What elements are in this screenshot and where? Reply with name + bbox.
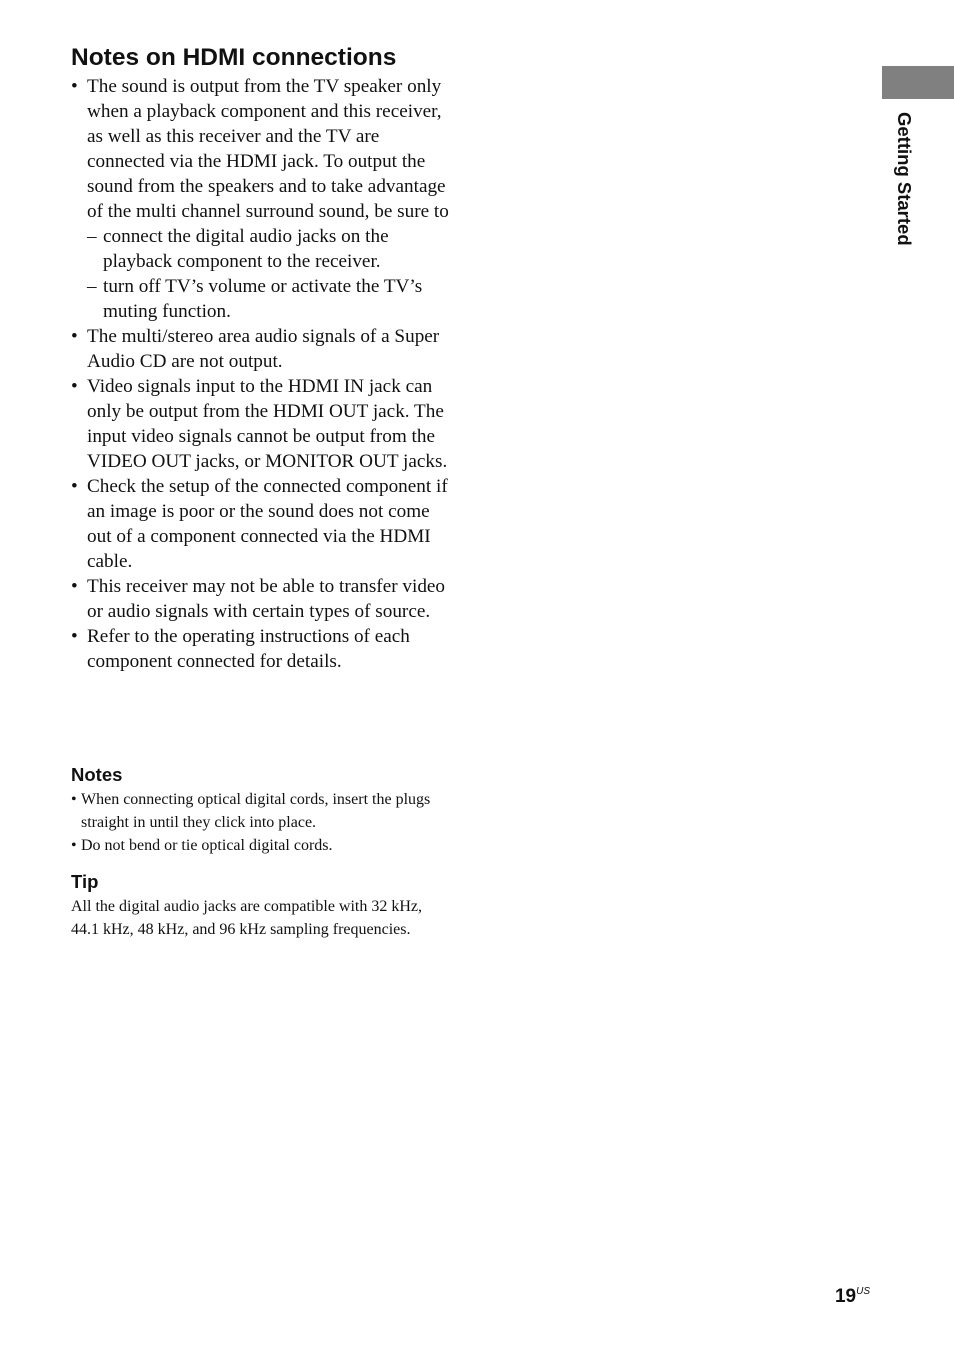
list-item-text: Video signals input to the HDMI IN jack can only be output from the HDMI OUT jack. The input video signals cannot be output from the VIDEO OUT jacks, or MONITOR OUT jacks. xyxy=(87,376,448,472)
notes-list xyxy=(71,788,451,857)
bullet-icon: • xyxy=(71,476,78,497)
bullet-icon: • xyxy=(71,326,78,347)
section-label: Getting Started xyxy=(894,112,915,246)
list-item-text: Refer to the operating instructions of each component connected for details. xyxy=(87,626,410,672)
list-item xyxy=(71,624,451,674)
bullet-icon: • xyxy=(71,837,77,854)
bullet-icon: • xyxy=(71,576,78,597)
list-item xyxy=(71,574,451,624)
notes-heading: Notes xyxy=(71,764,123,785)
note-item xyxy=(71,834,451,857)
bullet-icon: • xyxy=(71,791,77,808)
tip-heading: Tip xyxy=(71,871,99,892)
sub-list-item xyxy=(87,224,451,274)
sub-list-item-text: connect the digital audio jacks on the playback component to the receiver. xyxy=(103,226,389,272)
page-number-value: 19 xyxy=(834,1286,857,1307)
page-title: Notes on HDMI connections xyxy=(71,44,397,71)
list-item-text: The multi/stereo area audio signals of a Super Audio CD are not output. xyxy=(87,326,440,372)
list-item xyxy=(71,324,451,374)
list-item xyxy=(71,474,451,574)
tip-text: All the digital audio jacks are compatible with 32 kHz, 44.1 kHz, 48 kHz, and 96 kHz sampling frequencies. xyxy=(71,898,423,938)
list-item xyxy=(71,74,451,324)
dash-icon: – xyxy=(87,226,97,247)
dash-icon: – xyxy=(87,276,97,297)
page-number xyxy=(835,1280,870,1309)
list-item-text: Check the setup of the connected component if an image is poor or the sound does not come out of a component connected via the HDMI cable. xyxy=(87,476,448,572)
bullet-icon: • xyxy=(71,76,78,97)
note-item xyxy=(71,788,451,834)
hdmi-notes-list xyxy=(71,74,451,674)
sub-list xyxy=(87,224,451,324)
bullet-icon: • xyxy=(71,376,78,397)
page-number-suffix: US xyxy=(856,1286,870,1297)
note-text: Do not bend or tie optical digital cords. xyxy=(81,837,333,854)
sub-list-item-text: turn off TV’s volume or activate the TV’s muting function. xyxy=(103,276,423,322)
note-text: When connecting optical digital cords, insert the plugs straight in until they click into place. xyxy=(81,791,431,831)
section-tab-marker xyxy=(882,66,954,99)
list-item-text: The sound is output from the TV speaker only when a playback component and this receiver, as well as this receiver and the TV are connected via the HDMI jack. To output the sound from the speakers and to take advantage of the multi channel surround sound, be sure to xyxy=(87,76,449,222)
bullet-icon: • xyxy=(71,626,78,647)
sub-list-item xyxy=(87,274,451,324)
list-item-text: This receiver may not be able to transfer video or audio signals with certain types of source. xyxy=(87,576,446,622)
list-item xyxy=(71,374,451,474)
